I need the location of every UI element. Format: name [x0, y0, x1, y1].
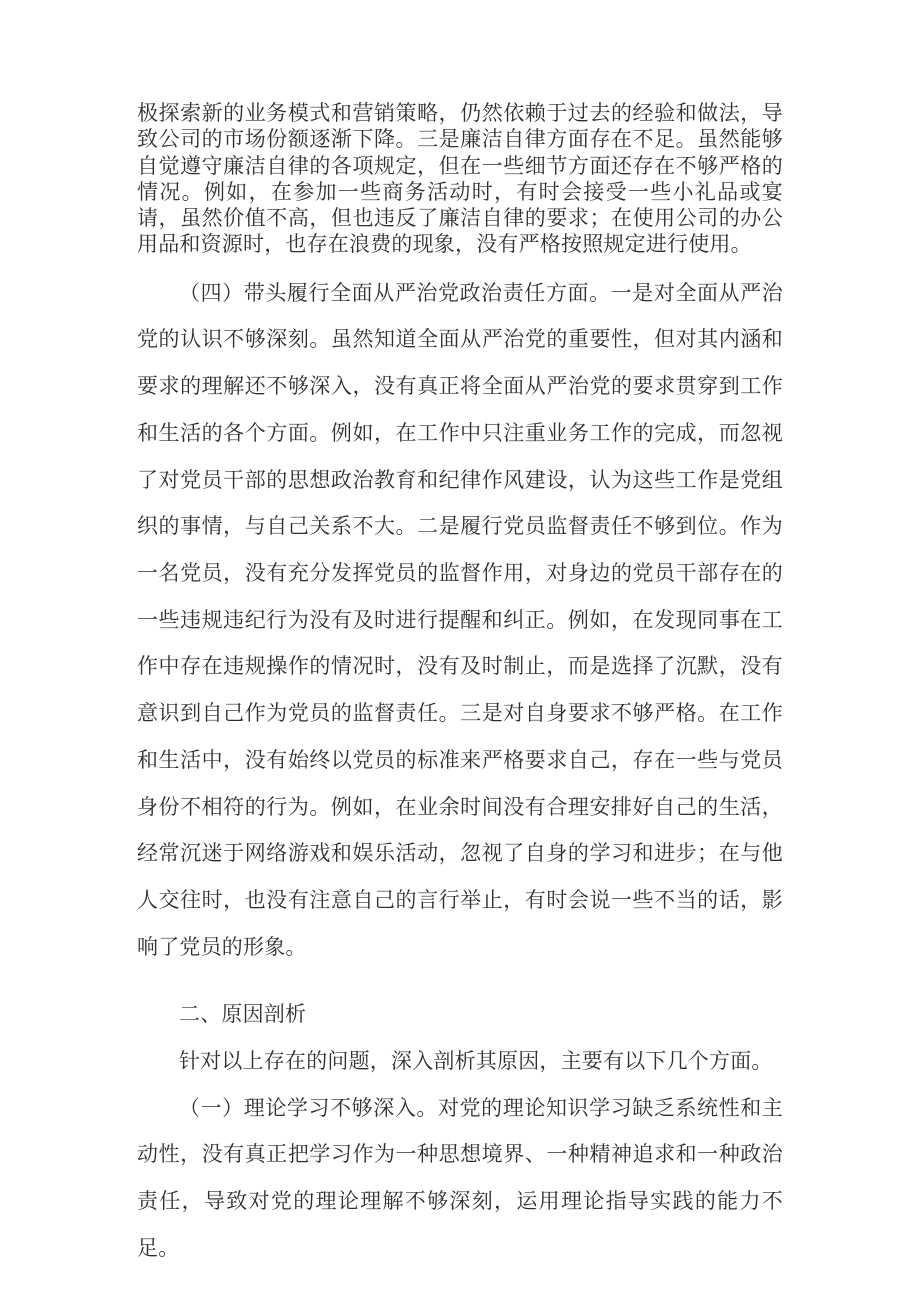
- paragraph-section-four-responsibility: （四）带头履行全面从严治党政治责任方面。一是对全面从严治党的认识不够深刻。虽然知道全面从严治党的重要性，但对其内涵和要求的理解还不够深入，没有真正将全面从严治党的要求贯穿到工作和生活的各个方面。例如，在工作中只注重业务工作的完成，而忽视了对党员干部的思想政治教育和纪律作风建设，认为这些工作是党组织的事情，与自己关系不大。二是履行党员监督责任不够到位。作为一名党员，没有充分发挥党员的监督作用，对身边的党员干部存在的一些违规违纪行为没有及时进行提醒和纠正。例如，在发现同事在工作中存在违规操作的情况时，没有及时制止，而是选择了沉默，没有意识到自己作为党员的监督责任。三是对自身要求不够严格。在工作和生活中，没有始终以党员的标准来严格要求自己，存在一些与党员身份不相符的行为。例如，在业余时间没有合理安排好自己的生活，经常沉迷于网络游戏和娱乐活动，忽视了自身的学习和进步；在与他人交往时，也没有注意自己的言行举止，有时会说一些不当的话，影响了党员的形象。: [137, 280, 783, 959]
- paragraph-cause-intro: 针对以上存在的问题，深入剖析其原因，主要有以下几个方面。: [179, 1049, 773, 1074]
- section-heading-cause-analysis: 二、原因剖析: [179, 1002, 307, 1027]
- paragraph-cause-one-theory-study: （一）理论学习不够深入。对党的理论知识学习缺乏系统性和主动性，没有真正把学习作为一种思想境界、一种精神追求和一种政治责任，导致对党的理论理解不够深刻，运用理论指导实践的能力不足。: [137, 1095, 783, 1260]
- paragraph-integrity-issues-continuation: 极探索新的业务模式和营销策略，仍然依赖于过去的经验和做法，导致公司的市场份额逐渐下降。三是廉洁自律方面存在不足。虽然能够自觉遵守廉洁自律的各项规定，但在一些细节方面还存在不够严格的情况。例如，在参加一些商务活动时，有时会接受一些小礼品或宴请，虽然价值不高，但也违反了廉洁自律的要求；在使用公司的办公用品和资源时，也存在浪费的现象，没有严格按照规定进行使用。: [137, 101, 783, 257]
